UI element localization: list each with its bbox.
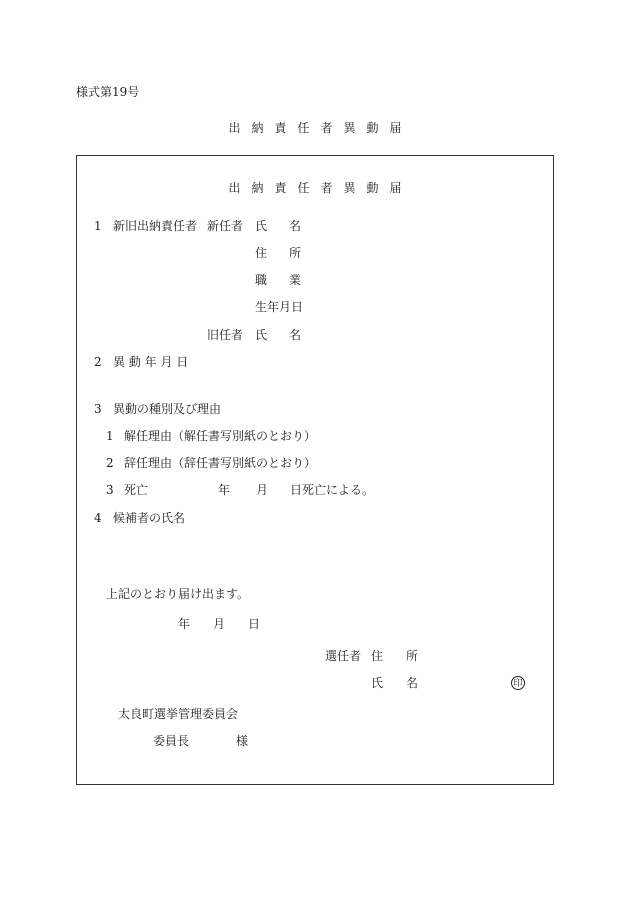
occupation-label-a: 職 bbox=[255, 273, 268, 287]
submitter-address-a: 住 bbox=[371, 649, 384, 663]
new-officer-label: 新任者 bbox=[207, 219, 244, 233]
submitter-name-b: 名 bbox=[406, 676, 419, 690]
form-title: 出 納 責 任 者 異 動 届 bbox=[228, 181, 406, 195]
birthdate-label: 生年月日 bbox=[255, 300, 304, 314]
submitter-label: 選任者 bbox=[325, 649, 362, 663]
addressee-org: 太良町選挙管理委員会 bbox=[118, 707, 239, 721]
reason3-day-text: 日死亡による。 bbox=[290, 483, 375, 497]
reason2-number: 2 bbox=[106, 456, 114, 470]
page-title: 出 納 責 任 者 異 動 届 bbox=[228, 121, 406, 135]
reason1-number: 1 bbox=[106, 429, 114, 443]
address-label-b: 所 bbox=[289, 246, 302, 260]
addressee-title: 委員長 bbox=[153, 734, 190, 748]
old-officer-label: 旧任者 bbox=[207, 328, 244, 342]
submitter-address-b: 所 bbox=[406, 649, 419, 663]
section3-number: 3 bbox=[94, 402, 102, 416]
reason3-number: 3 bbox=[106, 483, 114, 497]
section1-number: 1 bbox=[94, 219, 102, 233]
date-month: 月 bbox=[213, 617, 226, 631]
form-frame bbox=[76, 155, 554, 785]
reason3-text: 死亡 bbox=[124, 483, 149, 497]
reason1-text: 解任理由（解任書写別紙のとおり） bbox=[124, 429, 317, 443]
name-label-b: 名 bbox=[289, 219, 302, 233]
date-day: 日 bbox=[248, 617, 261, 631]
address-label-a: 住 bbox=[255, 246, 268, 260]
section4-number: 4 bbox=[94, 511, 102, 525]
old-name-label-a: 氏 bbox=[255, 328, 268, 342]
reason2-text: 辞任理由（辞任書写別紙のとおり） bbox=[124, 456, 317, 470]
addressee-honorific: 様 bbox=[236, 734, 249, 748]
section2-label: 異 動 年 月 日 bbox=[113, 355, 189, 369]
section2-number: 2 bbox=[94, 355, 102, 369]
section1-label: 新旧出納責任者 bbox=[113, 219, 198, 233]
seal-icon: 印 bbox=[511, 676, 525, 690]
statement: 上記のとおり届け出ます。 bbox=[106, 587, 250, 601]
date-year: 年 bbox=[178, 617, 191, 631]
reason3-year: 年 bbox=[218, 483, 231, 497]
name-label-a: 氏 bbox=[255, 219, 268, 233]
submitter-name-a: 氏 bbox=[371, 676, 384, 690]
section4-label: 候補者の氏名 bbox=[113, 511, 186, 525]
reason3-month: 月 bbox=[256, 483, 269, 497]
section3-label: 異動の種別及び理由 bbox=[113, 402, 222, 416]
form-number: 様式第19号 bbox=[76, 85, 140, 99]
occupation-label-b: 業 bbox=[289, 273, 302, 287]
old-name-label-b: 名 bbox=[289, 328, 302, 342]
